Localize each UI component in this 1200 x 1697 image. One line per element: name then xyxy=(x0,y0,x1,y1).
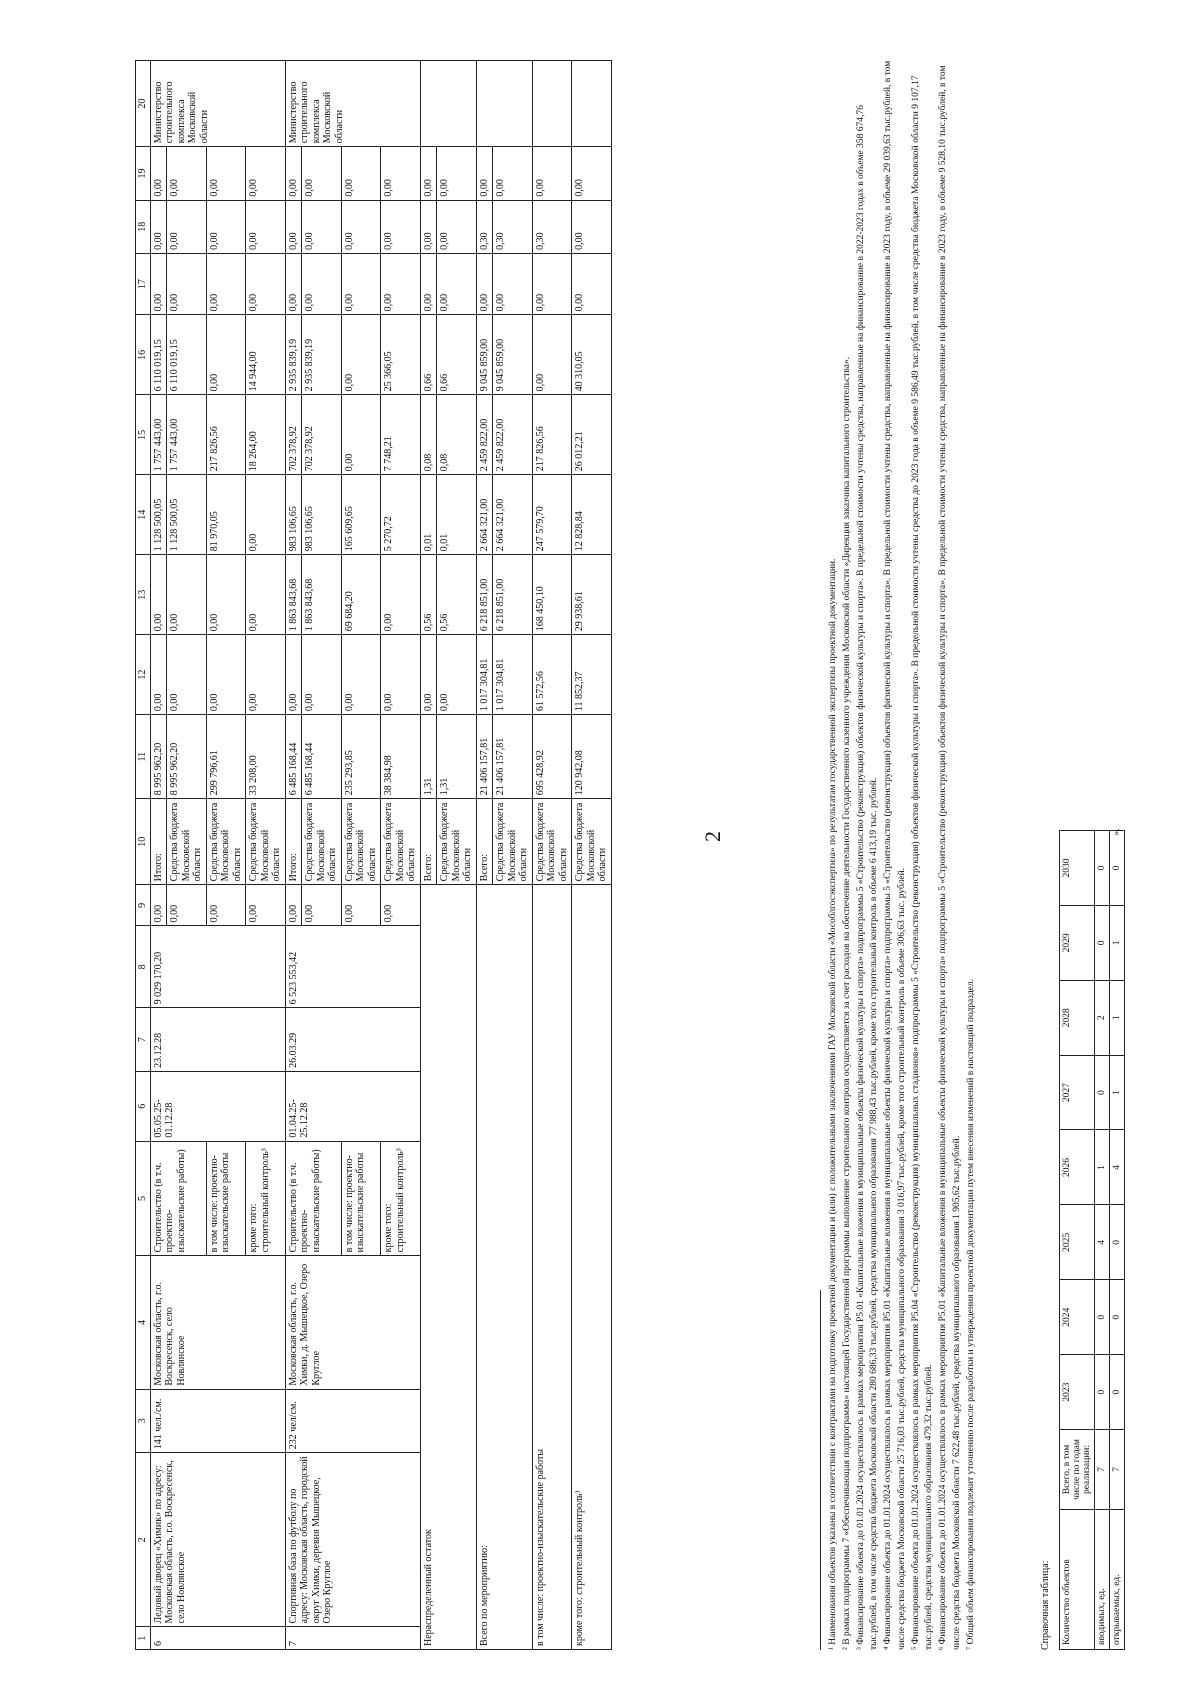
column-number: 2 xyxy=(136,1453,151,1627)
value-cell: 0,00 xyxy=(150,555,167,635)
value-cell: 0,00 xyxy=(167,555,207,635)
value-cell: 0,66 xyxy=(437,315,477,395)
summary-row xyxy=(532,61,572,1650)
object-number: 6 xyxy=(150,1627,285,1650)
value-cell: 0,00 xyxy=(246,885,286,926)
value-cell: 14 944,00 xyxy=(246,315,286,395)
value-cell: 6 218 851,00 xyxy=(476,555,493,635)
value-cell: 1 757 443,00 xyxy=(167,395,207,475)
value-cell: 983 106,65 xyxy=(302,475,342,555)
value-cell: 702 378,92 xyxy=(302,395,342,475)
value-cell: 0,00 xyxy=(302,147,342,200)
reference-row xyxy=(1095,831,1110,1650)
value-cell: 0,00 xyxy=(341,635,381,715)
value-cell: 69 684,20 xyxy=(341,555,381,635)
work-type: кроме того: строительный контроль³ xyxy=(246,1141,286,1256)
value-cell: 0,00 xyxy=(246,635,286,715)
value-cell: 0,00 xyxy=(341,885,381,926)
value-cell: 0,00 xyxy=(206,635,246,715)
column-number: 6 xyxy=(136,1071,151,1141)
column-number: 3 xyxy=(136,1389,151,1453)
value-cell: 29 938,61 xyxy=(572,555,612,635)
value-cell: 702 378,92 xyxy=(285,395,302,475)
value-cell: 8 995 962,20 xyxy=(167,715,207,799)
column-number: 8 xyxy=(136,926,151,1008)
value-cell: 1 863 843,68 xyxy=(285,555,302,635)
reference-header-cell: 2025 xyxy=(1060,1205,1095,1280)
value-cell: 0,00 xyxy=(206,200,246,253)
value-cell: 217 826,56 xyxy=(206,395,246,475)
value-cell: 81 970,05 xyxy=(206,475,246,555)
value-cell: 0,00 xyxy=(381,635,421,715)
reference-value: 0 ». xyxy=(1110,831,1125,906)
work-type: в том числе: проектно-изыскательские работы xyxy=(341,1141,381,1256)
footnote: ³ Финансирование объекта до 01.01.2024 осуществлялось в рамках мероприятия P5.01 «Капитальные вложения в муниципальные объекты физической культуры и спорта» подпрограммы 5 «Строительство (реконструкция) объектов физической культуры и спорта». В предельной стоимости учтены средства, направленные на финансирование в 2022-2023 годах в объеме 358 674,76 тыс.рублей, в том числе средства бюджета Московской области 280 686,33 тыс.рублей, средства муниципального образования 77 988,43 тыс.рублей, кроме того строительный контроль в объеме 6 413,19 тыс. рублей. xyxy=(855,105,880,1650)
value-cell: 21 406 157,81 xyxy=(493,715,533,799)
value-cell: 0,00 xyxy=(206,315,246,395)
value-cell: 6 485 168,44 xyxy=(285,715,302,799)
footnote: ⁶ Финансирование объекта до 01.01.2024 осуществлялось в рамках мероприятия P5.01 «Капитальные вложения в муниципальные объекты физической культуры и спорта» подпрограммы 5 «Строительство (реконструкция) объектов физической культуры и спорта». В предельной стоимости учтены средства, направленные на финансирование в 2023 году, в объеме 9 528,10 тыс.рублей, в том числе средства бюджета Московской области 7 622,48 тыс.рублей, средства муниципального образования 1 905,62 тыс.рублей. xyxy=(938,65,962,1650)
reference-value: 0 xyxy=(1095,831,1110,906)
reference-value: 0 xyxy=(1095,1280,1110,1355)
value-cell: 0,00 xyxy=(167,885,207,926)
value-cell: 0,01 xyxy=(420,475,437,555)
footnote: ⁷ Общий объем финансирования подлежит уточнению после разработки и утверждения проектной документации путем внесения изменений в настоящий подраздел. xyxy=(965,978,976,1650)
value-cell: 0,00 xyxy=(381,885,421,926)
column-numbers-row xyxy=(136,61,151,1650)
customer: Министерство строительного комплекса Московской области xyxy=(150,61,285,147)
value-cell: 0,00 xyxy=(206,555,246,635)
value-cell: 0,66 xyxy=(420,315,437,395)
reference-title: Справочная таблица: xyxy=(1040,1560,1051,1650)
reference-header-row xyxy=(1060,831,1095,1650)
value-cell: 12 828,84 xyxy=(572,475,612,555)
value-cell: 0,00 xyxy=(167,253,207,315)
value-cell: 0,01 xyxy=(437,475,477,555)
summary-label: Нераспределенный остаток xyxy=(420,885,476,1650)
reference-table-body xyxy=(1060,828,1125,1650)
empty-cell xyxy=(476,61,532,147)
funding-source: Средства бюджета Московской области xyxy=(302,799,342,885)
work-period: 01.04.25-25.12.28 xyxy=(285,1071,420,1141)
funding-source: Всего: xyxy=(420,799,437,885)
value-cell: 40 310,05 xyxy=(572,315,612,395)
value-cell: 0,00 xyxy=(437,147,477,200)
summary-row xyxy=(476,61,493,1650)
reference-value: 1 xyxy=(1110,1055,1125,1130)
value-cell: 0,00 xyxy=(150,147,167,200)
reference-value: 1 xyxy=(1110,980,1125,1055)
object-name: Ледовый дворец «Химик» по адресу: Московская область, г.о. Воскресенск, село Новлянское xyxy=(150,1453,285,1627)
reference-table xyxy=(1059,830,1125,1650)
value-cell: 0,00 xyxy=(341,395,381,475)
financing-table-body xyxy=(136,61,612,1650)
value-cell: 1 017 304,81 xyxy=(493,635,533,715)
value-cell: 0,00 xyxy=(150,885,167,926)
column-number: 19 xyxy=(136,147,151,200)
reference-row-label: вводимых, ед. xyxy=(1095,1510,1110,1650)
reference-header-cell: 2027 xyxy=(1060,1055,1095,1130)
value-cell: 0,00 xyxy=(572,200,612,253)
funding-source: Средства бюджета Московской области xyxy=(246,799,286,885)
footnotes xyxy=(820,60,978,1650)
value-cell: 0,56 xyxy=(437,555,477,635)
page-number: 2 xyxy=(700,831,725,842)
value-cell: 1,31 xyxy=(420,715,437,799)
column-number: 17 xyxy=(136,253,151,315)
value-cell: 2 935 839,19 xyxy=(285,315,302,395)
reference-value: 0 xyxy=(1095,905,1110,980)
empty-cell xyxy=(572,61,612,147)
column-number: 10 xyxy=(136,799,151,885)
reference-value: 4 xyxy=(1095,1205,1110,1280)
value-cell: 0,30 xyxy=(493,200,533,253)
reference-section xyxy=(1040,830,1125,1650)
value-cell: 0,00 xyxy=(341,315,381,395)
value-cell: 0,00 xyxy=(341,253,381,315)
funding-source: Средства бюджета Московской области xyxy=(532,799,572,885)
reference-header-cell: 2030 xyxy=(1060,831,1095,906)
value-cell: 0,00 xyxy=(420,200,437,253)
value-cell: 0,00 xyxy=(476,253,493,315)
reference-value: 2 xyxy=(1095,980,1110,1055)
value-cell: 0,00 xyxy=(285,253,302,315)
reference-value: 7 xyxy=(1095,1430,1110,1510)
object-capacity: 232 чел/см. xyxy=(285,1389,420,1453)
value-cell: 0,00 xyxy=(437,635,477,715)
column-number: 7 xyxy=(136,1008,151,1072)
value-cell: 0,08 xyxy=(437,395,477,475)
value-cell: 0,00 xyxy=(302,635,342,715)
reference-header-cell: Всего, в том числе по годам реализации: xyxy=(1060,1430,1095,1510)
value-cell: 217 826,56 xyxy=(532,395,572,475)
value-cell: 2 459 822,00 xyxy=(476,395,493,475)
opening-date: 26.03.29 xyxy=(285,1008,420,1072)
customer: Министерство строительного комплекса Московской области xyxy=(285,61,420,147)
reference-value: 4 xyxy=(1110,1130,1125,1205)
value-cell: 0,00 xyxy=(341,147,381,200)
value-cell: 2 664 321,00 xyxy=(476,475,493,555)
value-cell: 0,00 xyxy=(206,147,246,200)
value-cell: 0,00 xyxy=(246,475,286,555)
work-type: в том числе: проектно-изыскательские работы xyxy=(206,1141,246,1256)
reference-value: 1 xyxy=(1095,1130,1110,1205)
value-cell: 0,00 xyxy=(420,253,437,315)
column-number: 12 xyxy=(136,635,151,715)
funding-source: Средства бюджета Московской области xyxy=(381,799,421,885)
value-cell: 0,00 xyxy=(285,147,302,200)
value-cell: 0,00 xyxy=(381,200,421,253)
value-cell: 2 459 822,00 xyxy=(493,395,533,475)
value-cell: 695 428,92 xyxy=(532,715,572,799)
value-cell: 0,00 xyxy=(246,200,286,253)
column-number: 15 xyxy=(136,395,151,475)
value-cell: 25 366,05 xyxy=(381,315,421,395)
limit-cost: 6 523 553,42 xyxy=(285,926,420,1008)
column-number: 13 xyxy=(136,555,151,635)
reference-value: 1 xyxy=(1110,905,1125,980)
value-cell: 6 218 851,00 xyxy=(493,555,533,635)
closing-quote-mark: ». xyxy=(1112,828,1122,836)
footnote: ² В рамках подпрограммы 7 «Обеспечивающая подпрограмма» настоящей Государственной программы выполнение строительного контроля осуществляется за счет расходов на обеспечение деятельности Государственного казенного учреждения Московской области «Дирекция заказчика капитального строительства». xyxy=(841,356,852,1650)
funding-source: Средства бюджета Московской области xyxy=(572,799,612,885)
value-cell: 0,00 xyxy=(532,147,572,200)
value-cell: 0,00 xyxy=(532,315,572,395)
reference-row-label: открываемых, ед. xyxy=(1110,1510,1125,1650)
value-cell: 235 293,85 xyxy=(341,715,381,799)
opening-date: 23.12.28 xyxy=(150,1008,285,1072)
value-cell: 165 609,65 xyxy=(341,475,381,555)
funding-source: Средства бюджета Московской области xyxy=(167,799,207,885)
object-name: Спортивная база по футболу по адресу: Московская область, городской округ Химки, деревня Мышецкое, Озеро Круглое xyxy=(285,1453,420,1627)
value-cell: 5 270,72 xyxy=(381,475,421,555)
value-cell: 120 942,08 xyxy=(572,715,612,799)
funding-source: Средства бюджета Московской области xyxy=(341,799,381,885)
value-cell: 33 208,00 xyxy=(246,715,286,799)
value-cell: 9 045 859,00 xyxy=(493,315,533,395)
value-cell: 1 128 500,05 xyxy=(150,475,167,555)
summary-label: в том числе: проектно-изыскательские работы xyxy=(532,885,572,1650)
empty-cell xyxy=(532,61,572,147)
value-cell: 0,00 xyxy=(206,253,246,315)
footnote-separator xyxy=(820,1290,821,1650)
value-cell: 0,00 xyxy=(572,147,612,200)
value-cell: 0,00 xyxy=(381,555,421,635)
value-cell: 6 110 019,15 xyxy=(150,315,167,395)
work-period: 05.05.25-01.12.28 xyxy=(150,1071,285,1141)
object-address: Московская область, г.о. Химки, д. Мышецкое, Озеро Круглое xyxy=(285,1256,420,1389)
value-cell: 0,00 xyxy=(493,147,533,200)
reference-row xyxy=(1110,831,1125,1650)
value-cell: 0,08 xyxy=(420,395,437,475)
reference-header-cell: Количество объектов xyxy=(1060,1510,1095,1650)
reference-header-cell: 2028 xyxy=(1060,980,1095,1055)
funding-source: Средства бюджета Московской области xyxy=(493,799,533,885)
reference-header-cell: 2026 xyxy=(1060,1130,1095,1205)
value-cell: 0,00 xyxy=(167,200,207,253)
value-cell: 247 579,70 xyxy=(532,475,572,555)
value-cell: 0,00 xyxy=(150,253,167,315)
table-row xyxy=(150,61,167,1650)
object-capacity: 141 чел./см. xyxy=(150,1389,285,1453)
footnote: ⁴ Финансирование объекта до 01.01.2024 осуществлялось в рамках мероприятия P5.01 «Капитальные вложения в муниципальные объекты физической культуры и спорта» подпрограммы 5 «Строительство (реконструкция) объектов физической культуры и спорта». В предельной стоимости учтены средства, направленные на финансирование в 2023 году, в объеме 29 039,63 тыс.рублей, в том числе средства бюджета Московской области 25 716,03 тыс.рублей, средства муниципального образования 3 016,97 тыс.рублей, кроме того строительный контроль в объеме 306,63 тыс. рублей. xyxy=(883,60,907,1650)
value-cell: 0,00 xyxy=(437,200,477,253)
empty-cell xyxy=(420,61,476,147)
table-row xyxy=(285,61,302,1650)
reference-value: 0 xyxy=(1110,1205,1125,1280)
reference-value: 0 xyxy=(1110,1355,1125,1430)
object-number: 7 xyxy=(285,1627,420,1650)
value-cell: 0,00 xyxy=(302,253,342,315)
value-cell: 18 264,00 xyxy=(246,395,286,475)
value-cell: 6 485 168,44 xyxy=(302,715,342,799)
value-cell: 26 012,21 xyxy=(572,395,612,475)
value-cell: 1 863 843,68 xyxy=(302,555,342,635)
value-cell: 0,00 xyxy=(150,200,167,253)
value-cell: 168 450,10 xyxy=(532,555,572,635)
funding-source: Итого: xyxy=(150,799,167,885)
funding-source: Средства бюджета Московской области xyxy=(206,799,246,885)
value-cell: 0,30 xyxy=(532,200,572,253)
value-cell: 0,00 xyxy=(476,147,493,200)
reference-value: 0 xyxy=(1095,1355,1110,1430)
reference-header-cell: 2029 xyxy=(1060,905,1095,980)
value-cell: 0,00 xyxy=(285,885,302,926)
value-cell: 0,00 xyxy=(420,147,437,200)
value-cell: 9 045 859,00 xyxy=(476,315,493,395)
reference-value: 0 xyxy=(1095,1055,1110,1130)
value-cell: 0,00 xyxy=(532,253,572,315)
summary-row xyxy=(572,61,612,1650)
value-cell: 0,30 xyxy=(476,200,493,253)
column-number: 11 xyxy=(136,715,151,799)
value-cell: 61 572,56 xyxy=(532,635,572,715)
value-cell: 0,00 xyxy=(302,200,342,253)
value-cell: 0,56 xyxy=(420,555,437,635)
work-type: Строительство (в т.ч. проектно-изыскательские работы) xyxy=(285,1141,341,1256)
reference-value: 7 xyxy=(1110,1430,1125,1510)
value-cell: 1 128 500,05 xyxy=(167,475,207,555)
value-cell: 1,31 xyxy=(437,715,477,799)
value-cell: 7 748,21 xyxy=(381,395,421,475)
value-cell: 0,00 xyxy=(206,885,246,926)
value-cell: 0,00 xyxy=(246,555,286,635)
value-cell: 11 852,37 xyxy=(572,635,612,715)
value-cell: 0,00 xyxy=(420,635,437,715)
value-cell: 1 017 304,81 xyxy=(476,635,493,715)
funding-source: Средства бюджета Московской области xyxy=(437,799,477,885)
value-cell: 2 935 839,19 xyxy=(302,315,342,395)
value-cell: 983 106,65 xyxy=(285,475,302,555)
footnote-list xyxy=(827,60,978,1650)
value-cell: 0,00 xyxy=(246,147,286,200)
summary-label: Всего по мероприятию: xyxy=(476,885,532,1650)
footnote: ⁵ Финансирование объекта до 01.01.2024 осуществлялось в рамках мероприятия P5.04 «Строительство (реконструкция) муниципальных стадионов» подпрограммы 5 «Строительство (реконструкция) объектов физической культуры и спорта». В предельной стоимости учтены средства до 2023 года в объеме 9 586,49 тыс.рублей, в том числе средства бюджета Московской области 9 107,17 тыс.рублей, средства муниципального образования 479,32 тыс.рублей. xyxy=(910,75,935,1650)
footnote: ¹ Наименования объектов указаны в соответствии с контрактами на подготовку проектной документации и (или) с положительными заключениями ГАУ Московской области «Мособлгосэкспертиза» по результатам государственной экспертизы проектной документации. xyxy=(828,558,838,1650)
value-cell: 0,00 xyxy=(167,635,207,715)
value-cell: 1 757 443,00 xyxy=(150,395,167,475)
funding-source: Всего: xyxy=(476,799,493,885)
value-cell: 0,00 xyxy=(437,253,477,315)
value-cell: 8 995 962,20 xyxy=(150,715,167,799)
value-cell: 0,00 xyxy=(285,635,302,715)
column-number: 16 xyxy=(136,315,151,395)
value-cell: 6 110 019,15 xyxy=(167,315,207,395)
column-number: 20 xyxy=(136,61,151,147)
value-cell: 21 406 157,81 xyxy=(476,715,493,799)
value-cell: 0,00 xyxy=(381,253,421,315)
value-cell: 0,00 xyxy=(341,200,381,253)
work-type: кроме того: строительный контроль³ xyxy=(381,1141,421,1256)
summary-row xyxy=(420,61,437,1650)
funding-source: Итого: xyxy=(285,799,302,885)
reference-header-cell: 2023 xyxy=(1060,1355,1095,1430)
value-cell: 0,00 xyxy=(246,253,286,315)
value-cell: 0,00 xyxy=(167,147,207,200)
value-cell: 0,00 xyxy=(302,885,342,926)
value-cell: 2 664 321,00 xyxy=(493,475,533,555)
column-number: 4 xyxy=(136,1256,151,1389)
value-cell: 299 796,61 xyxy=(206,715,246,799)
financing-table xyxy=(135,60,612,1650)
reference-header-cell: 2024 xyxy=(1060,1280,1095,1355)
object-address: Московская область, г.о. Воскресенск, село Новлянское xyxy=(150,1256,285,1389)
column-number: 1 xyxy=(136,1627,151,1650)
value-cell: 0,00 xyxy=(285,200,302,253)
column-number: 14 xyxy=(136,475,151,555)
value-cell: 38 384,98 xyxy=(381,715,421,799)
value-cell: 0,00 xyxy=(572,253,612,315)
limit-cost: 9 029 170,20 xyxy=(150,926,285,1008)
value-cell: 0,00 xyxy=(150,635,167,715)
summary-label: кроме того: строительный контроль³ xyxy=(572,885,612,1650)
column-number: 9 xyxy=(136,885,151,926)
value-cell: 0,00 xyxy=(493,253,533,315)
column-number: 5 xyxy=(136,1141,151,1256)
work-type: Строительство (в т.ч. проектно-изыскательские работы) xyxy=(150,1141,206,1256)
column-number: 18 xyxy=(136,200,151,253)
value-cell: 0,00 xyxy=(381,147,421,200)
reference-value: 0 xyxy=(1110,1280,1125,1355)
rotated-content xyxy=(135,60,1175,1650)
